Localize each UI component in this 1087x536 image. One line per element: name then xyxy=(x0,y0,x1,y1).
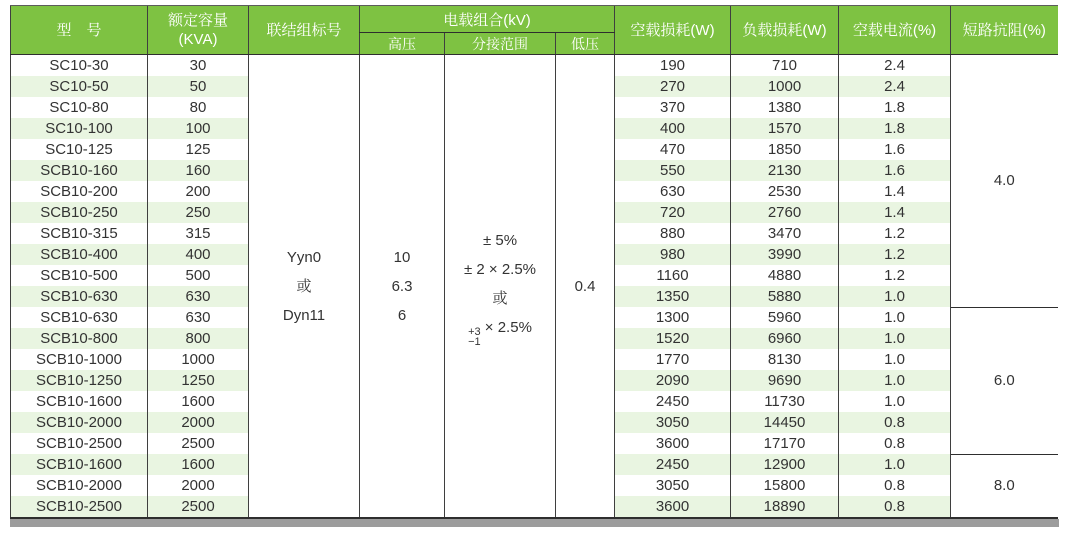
model-cell: SC10-50 xyxy=(11,76,148,97)
no-load-current-cell: 0.8 xyxy=(839,433,951,454)
tap-range-stack-line xyxy=(445,313,555,347)
model-cell: SCB10-2500 xyxy=(11,433,148,454)
no-load-current-cell: 0.8 xyxy=(839,412,951,433)
no-load-current-cell: 1.0 xyxy=(839,370,951,391)
capacity-cell: 1000 xyxy=(148,349,249,370)
load-loss-cell: 5960 xyxy=(731,307,839,328)
no-load-loss-cell: 2450 xyxy=(615,391,731,412)
model-cell: SCB10-630 xyxy=(11,286,148,307)
load-loss-cell: 1380 xyxy=(731,97,839,118)
no-load-loss-cell: 2450 xyxy=(615,454,731,475)
capacity-cell: 200 xyxy=(148,181,249,202)
header-capacity xyxy=(148,6,249,55)
model-cell: SCB10-1600 xyxy=(11,454,148,475)
no-load-loss-cell: 1350 xyxy=(615,286,731,307)
no-load-loss-cell: 1520 xyxy=(615,328,731,349)
no-load-current-cell: 1.4 xyxy=(839,181,951,202)
no-load-current-cell: 0.8 xyxy=(839,475,951,496)
transformer-spec-table xyxy=(10,5,1058,519)
no-load-current-cell: 0.8 xyxy=(839,496,951,518)
capacity-cell: 1600 xyxy=(148,391,249,412)
model-cell: SC10-125 xyxy=(11,139,148,160)
model-cell: SCB10-160 xyxy=(11,160,148,181)
load-loss-cell: 1850 xyxy=(731,139,839,160)
no-load-loss-cell: 1300 xyxy=(615,307,731,328)
capacity-cell: 630 xyxy=(148,286,249,307)
capacity-cell: 125 xyxy=(148,139,249,160)
no-load-current-cell: 1.6 xyxy=(839,160,951,181)
no-load-loss-cell: 3050 xyxy=(615,412,731,433)
model-cell: SCB10-800 xyxy=(11,328,148,349)
load-loss-cell: 14450 xyxy=(731,412,839,433)
capacity-cell: 50 xyxy=(148,76,249,97)
impedance-cell: 4.0 xyxy=(951,55,1058,308)
impedance-cell: 8.0 xyxy=(951,454,1058,518)
load-loss-cell: 15800 xyxy=(731,475,839,496)
model-cell: SCB10-250 xyxy=(11,202,148,223)
model-cell: SC10-30 xyxy=(11,55,148,77)
high-voltage-cell xyxy=(360,55,445,519)
high-voltage-line: 6 xyxy=(397,306,407,324)
capacity-cell: 630 xyxy=(148,307,249,328)
model-cell: SCB10-400 xyxy=(11,244,148,265)
load-loss-cell: 6960 xyxy=(731,328,839,349)
load-loss-cell: 8130 xyxy=(731,349,839,370)
no-load-current-cell: 1.4 xyxy=(839,202,951,223)
header-row-1 xyxy=(11,6,1058,33)
model-cell: SCB10-2000 xyxy=(11,475,148,496)
no-load-current-cell: 1.0 xyxy=(839,391,951,412)
load-loss-cell: 2530 xyxy=(731,181,839,202)
low-voltage-cell: 0.4 xyxy=(556,55,615,519)
load-loss-cell: 11730 xyxy=(731,391,839,412)
model-cell: SCB10-315 xyxy=(11,223,148,244)
header-connection: 联结组标号 xyxy=(249,6,360,55)
capacity-cell: 2000 xyxy=(148,412,249,433)
load-loss-cell: 9690 xyxy=(731,370,839,391)
load-loss-cell: 3990 xyxy=(731,244,839,265)
tap-range-line: 或 xyxy=(492,289,508,307)
header-impedance: 短路抗阻(%) xyxy=(951,6,1058,55)
no-load-current-cell: 1.6 xyxy=(839,139,951,160)
capacity-cell: 400 xyxy=(148,244,249,265)
tap-range-line: ± 2 × 2.5% xyxy=(463,260,537,278)
no-load-loss-cell: 880 xyxy=(615,223,731,244)
header-voltage-group: 电载组合(kV) xyxy=(360,6,615,33)
impedance-cell: 6.0 xyxy=(951,307,1058,454)
capacity-cell: 160 xyxy=(148,160,249,181)
load-loss-cell: 710 xyxy=(731,55,839,77)
no-load-current-cell: 1.2 xyxy=(839,265,951,286)
load-loss-cell: 1000 xyxy=(731,76,839,97)
table-row xyxy=(11,55,1058,77)
connection-line: 或 xyxy=(296,277,312,295)
table-header xyxy=(11,6,1058,55)
model-cell: SCB10-1000 xyxy=(11,349,148,370)
load-loss-cell: 12900 xyxy=(731,454,839,475)
load-loss-cell: 1570 xyxy=(731,118,839,139)
table-body xyxy=(11,55,1058,519)
model-cell: SC10-80 xyxy=(11,97,148,118)
no-load-loss-cell: 720 xyxy=(615,202,731,223)
header-lv: 低压 xyxy=(556,33,615,55)
tap-range-line: ± 5% xyxy=(482,231,518,249)
no-load-loss-cell: 2090 xyxy=(615,370,731,391)
load-loss-cell: 3470 xyxy=(731,223,839,244)
bottom-bar xyxy=(10,519,1059,527)
no-load-current-cell: 1.8 xyxy=(839,97,951,118)
tap-range-cell xyxy=(445,55,556,519)
no-load-loss-cell: 3600 xyxy=(615,433,731,454)
connection-line: Dyn11 xyxy=(282,306,326,324)
model-cell: SCB10-630 xyxy=(11,307,148,328)
no-load-current-cell: 1.2 xyxy=(839,223,951,244)
tap-stack xyxy=(468,327,481,347)
load-loss-cell: 5880 xyxy=(731,286,839,307)
no-load-loss-cell: 3600 xyxy=(615,496,731,518)
no-load-loss-cell: 1160 xyxy=(615,265,731,286)
capacity-cell: 2500 xyxy=(148,496,249,518)
no-load-current-cell: 1.0 xyxy=(839,307,951,328)
no-load-current-cell: 1.8 xyxy=(839,118,951,139)
load-loss-cell: 2130 xyxy=(731,160,839,181)
no-load-loss-cell: 470 xyxy=(615,139,731,160)
no-load-current-cell: 1.0 xyxy=(839,328,951,349)
tap-stack-top: +3 xyxy=(468,325,481,338)
capacity-cell: 30 xyxy=(148,55,249,77)
no-load-current-cell: 1.0 xyxy=(839,349,951,370)
tap-stack-suffix: × 2.5% xyxy=(480,318,532,336)
capacity-cell: 80 xyxy=(148,97,249,118)
capacity-cell: 315 xyxy=(148,223,249,244)
capacity-cell: 500 xyxy=(148,265,249,286)
model-cell: SCB10-1600 xyxy=(11,391,148,412)
model-cell: SC10-100 xyxy=(11,118,148,139)
capacity-cell: 2000 xyxy=(148,475,249,496)
capacity-cell: 2500 xyxy=(148,433,249,454)
no-load-loss-cell: 550 xyxy=(615,160,731,181)
no-load-current-cell: 1.0 xyxy=(839,286,951,307)
capacity-cell: 1250 xyxy=(148,370,249,391)
model-cell: SCB10-200 xyxy=(11,181,148,202)
header-tap: 分接范围 xyxy=(445,33,556,55)
load-loss-cell: 2760 xyxy=(731,202,839,223)
header-hv: 高压 xyxy=(360,33,445,55)
load-loss-cell: 17170 xyxy=(731,433,839,454)
load-loss-cell: 4880 xyxy=(731,265,839,286)
header-capacity-line2: (KVA) xyxy=(178,31,218,48)
no-load-loss-cell: 400 xyxy=(615,118,731,139)
tap-stack-bottom: −1 xyxy=(468,335,481,348)
header-model: 型 号 xyxy=(11,6,148,55)
no-load-current-cell: 2.4 xyxy=(839,76,951,97)
header-no-load-loss: 空载损耗(W) xyxy=(615,6,731,55)
model-cell: SCB10-2500 xyxy=(11,496,148,518)
no-load-loss-cell: 630 xyxy=(615,181,731,202)
no-load-loss-cell: 270 xyxy=(615,76,731,97)
high-voltage-line: 10 xyxy=(393,248,411,266)
capacity-cell: 1600 xyxy=(148,454,249,475)
no-load-loss-cell: 980 xyxy=(615,244,731,265)
no-load-loss-cell: 370 xyxy=(615,97,731,118)
no-load-loss-cell: 3050 xyxy=(615,475,731,496)
model-cell: SCB10-500 xyxy=(11,265,148,286)
no-load-current-cell: 2.4 xyxy=(839,55,951,77)
connection-group-cell xyxy=(249,55,360,519)
high-voltage-line: 6.3 xyxy=(391,277,413,295)
model-cell: SCB10-2000 xyxy=(11,412,148,433)
no-load-current-cell: 1.0 xyxy=(839,454,951,475)
capacity-cell: 250 xyxy=(148,202,249,223)
model-cell: SCB10-1250 xyxy=(11,370,148,391)
load-loss-cell: 18890 xyxy=(731,496,839,518)
no-load-current-cell: 1.2 xyxy=(839,244,951,265)
connection-line: Yyn0 xyxy=(286,248,322,266)
header-load-loss: 负载损耗(W) xyxy=(731,6,839,55)
header-capacity-line1: 额定容量 xyxy=(167,12,228,29)
capacity-cell: 800 xyxy=(148,328,249,349)
capacity-cell: 100 xyxy=(148,118,249,139)
no-load-loss-cell: 1770 xyxy=(615,349,731,370)
no-load-loss-cell: 190 xyxy=(615,55,731,77)
header-no-load-current: 空载电流(%) xyxy=(839,6,951,55)
